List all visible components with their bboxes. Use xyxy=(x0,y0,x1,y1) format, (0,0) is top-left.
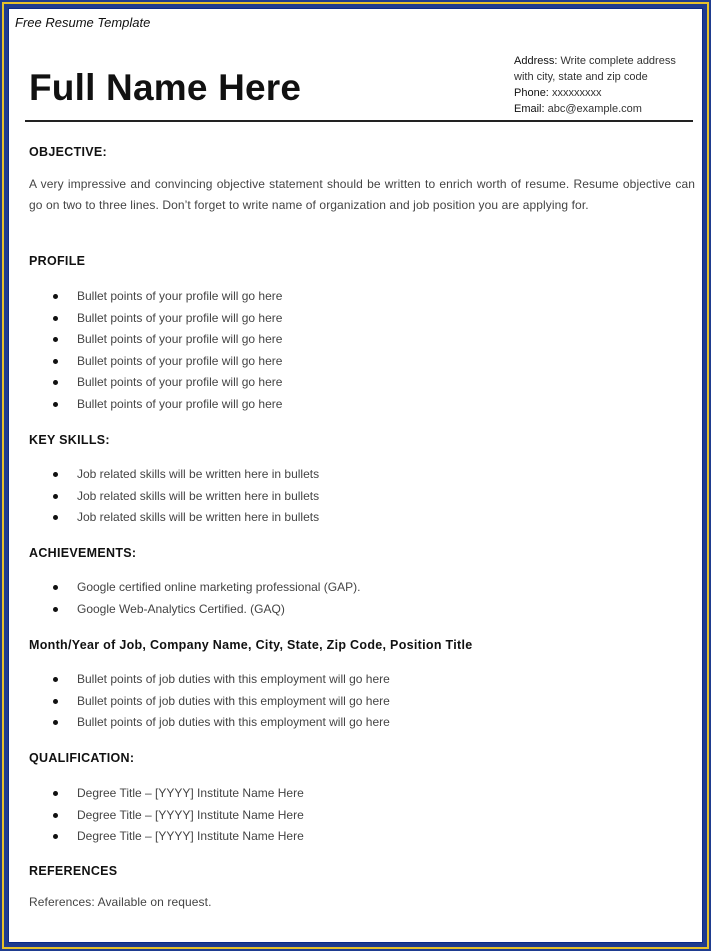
list-item-text: Bullet points of your profile will go here xyxy=(77,375,283,390)
skills-list xyxy=(29,464,319,529)
list-item xyxy=(29,308,282,330)
achievements-list xyxy=(29,577,360,620)
list-item-text: Bullet points of your profile will go here xyxy=(77,353,283,368)
bullet-icon xyxy=(53,585,58,590)
references-heading: REFERENCES xyxy=(29,864,118,878)
list-item xyxy=(29,486,319,508)
bullet-icon xyxy=(53,294,58,299)
list-item-text: Degree Title – [YYYY] Institute Name Here xyxy=(77,807,304,822)
page-frame xyxy=(2,2,709,949)
contact-block xyxy=(514,53,694,117)
phone-label: Phone: xyxy=(514,87,549,99)
email-value: abc@example.com xyxy=(547,103,642,115)
list-item-text: Google certified online marketing professional (GAP). xyxy=(77,580,361,594)
list-item xyxy=(29,712,390,734)
list-item xyxy=(29,783,304,805)
qualification-heading: QUALIFICATION: xyxy=(29,751,135,765)
list-item xyxy=(29,394,282,416)
list-item xyxy=(29,669,390,691)
list-item xyxy=(29,507,319,529)
list-item-text: Degree Title – [YYYY] Institute Name Here xyxy=(77,829,304,844)
bullet-icon xyxy=(53,380,58,385)
job-duties-list xyxy=(29,669,390,734)
bullet-icon xyxy=(53,699,58,704)
phone-line xyxy=(514,85,694,101)
address-line-2: with city, state and zip code xyxy=(514,71,648,83)
bullet-icon xyxy=(53,677,58,682)
job-heading: Month/Year of Job, Company Name, City, State, Zip Code, Position Title xyxy=(29,638,473,652)
objective-text: A very impressive and convincing objective statement should be written to enrich worth of resume. Resume objective can go on two to three lines. Don’t forget to write name of organization and job position you are applying for. xyxy=(29,177,695,212)
bullet-icon xyxy=(53,402,58,407)
list-item xyxy=(29,691,390,713)
bullet-icon xyxy=(53,791,58,796)
list-item xyxy=(29,329,282,351)
bullet-icon xyxy=(53,359,58,364)
list-item xyxy=(29,577,360,599)
address-value-1: Write complete address xyxy=(560,55,676,67)
header-divider xyxy=(25,120,693,122)
list-item-text: Bullet points of your profile will go here xyxy=(77,310,283,325)
list-item-text: Bullet points of your profile will go here xyxy=(77,332,283,347)
qualification-list xyxy=(29,783,304,848)
list-item-text: Bullet points of job duties with this employment will go here xyxy=(77,715,390,730)
full-name-heading: Full Name Here xyxy=(29,67,302,108)
references-text: References: Available on request. xyxy=(29,895,212,909)
list-item-text: Degree Title – [YYYY] Institute Name Here xyxy=(77,786,304,800)
phone-value: xxxxxxxxx xyxy=(551,87,602,99)
list-item-text: Bullet points of your profile will go here xyxy=(77,396,283,411)
list-item xyxy=(29,826,304,848)
address-label: Address: xyxy=(514,55,558,67)
email-line xyxy=(514,101,694,117)
bullet-icon xyxy=(53,494,58,499)
list-item-text: Job related skills will be written here in bullets xyxy=(77,510,320,525)
list-item xyxy=(29,599,360,621)
list-item xyxy=(29,464,319,486)
resume-page xyxy=(8,8,703,943)
bullet-icon xyxy=(53,316,58,321)
list-item xyxy=(29,805,304,827)
achievements-heading: ACHIEVEMENTS: xyxy=(29,546,137,560)
list-item-text: Bullet points of your profile will go here xyxy=(77,289,283,303)
bullet-icon xyxy=(53,515,58,520)
list-item-text: Bullet points of job duties with this employment will go here xyxy=(77,693,390,708)
skills-heading: KEY SKILLS: xyxy=(29,433,110,447)
bullet-icon xyxy=(53,472,58,477)
list-item xyxy=(29,351,282,373)
list-item-text: Job related skills will be written here in bullets xyxy=(77,467,320,481)
bullet-icon xyxy=(53,834,58,839)
list-item-text: Job related skills will be written here in bullets xyxy=(77,488,320,503)
bullet-icon xyxy=(53,607,58,612)
profile-list xyxy=(29,286,282,416)
bullet-icon xyxy=(53,337,58,342)
address-line xyxy=(514,53,694,69)
bullet-icon xyxy=(53,720,58,725)
profile-heading: PROFILE xyxy=(29,254,86,268)
list-item-text: Bullet points of job duties with this employment will go here xyxy=(77,672,390,686)
list-item xyxy=(29,372,282,394)
template-label: Free Resume Template xyxy=(15,15,151,30)
bullet-icon xyxy=(53,813,58,818)
list-item-text: Google Web-Analytics Certified. (GAQ) xyxy=(77,601,285,616)
list-item xyxy=(29,286,282,308)
objective-heading: OBJECTIVE: xyxy=(29,145,108,159)
email-label: Email: xyxy=(514,103,545,115)
